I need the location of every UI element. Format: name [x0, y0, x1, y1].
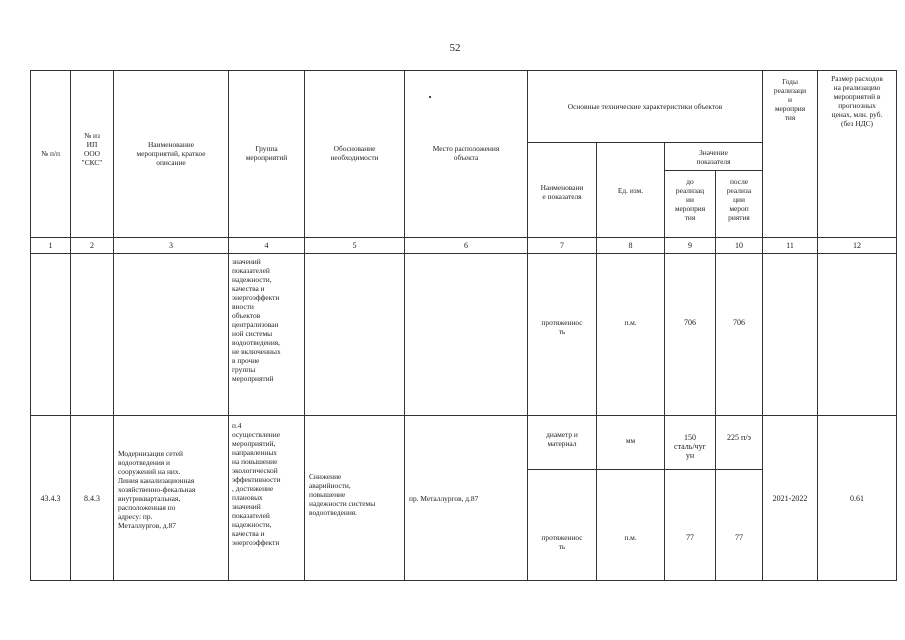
row2-sub2-indicator: протяженнос ть [541, 533, 583, 551]
header-value-group: Значение показателя [696, 148, 731, 166]
table-rule-row1-bottom [30, 415, 897, 416]
col-sep-7 [596, 142, 597, 580]
header-col-justification: Обоснование необходимости [330, 144, 379, 162]
row2-location: пр. Металлургов, д.87 [409, 494, 479, 503]
col-number: 8 [628, 241, 633, 250]
header-col-ip: № из ИП ООО "СКС" [81, 131, 103, 167]
header-col-years: Годы реализаци и мероприя тия [773, 77, 807, 122]
row1-group-text: значений показателей надежности, качества и энергоэффекти вности объектов централизован ной системы водоотведения, не включенных в прочие группы мероприятий [232, 257, 281, 383]
row1-indicator: протяженнос ть [541, 318, 583, 336]
row1-unit: п.м. [624, 318, 637, 327]
row2-sub1-after: 225 п/э [727, 433, 751, 442]
col-number: 9 [688, 241, 692, 250]
row2-justification: Снижение аварийности, повышение надежности системы водоотведения. [309, 472, 376, 517]
table-border-bottom [30, 580, 897, 581]
row2-years: 2021-2022 [772, 494, 808, 503]
page-number: 52 [449, 42, 461, 54]
table-rule-subheader [527, 142, 762, 143]
header-col-indicator: Наименовани е показателя [540, 183, 584, 201]
header-tech-group: Основные технические характеристики объектов [567, 102, 723, 111]
col-sep-9 [715, 170, 716, 580]
row2-sub1-before: 150 сталь/чуг ун [674, 433, 706, 460]
table-rule-colnums-bottom [30, 253, 897, 254]
row2-name: Модернизация сетей водоотведения и сооружений на них. Линия канализационная хозяйственно-фекальная внутриквартальная, расположенная по адресу: пр. Металлургов, д.87 [118, 449, 196, 530]
row2-num: 43.4.3 [40, 494, 61, 503]
row2-sub1-unit: мм [625, 436, 636, 445]
scan-dot [429, 96, 431, 98]
col-number: 5 [352, 241, 357, 250]
col-number: 1 [48, 241, 53, 250]
header-col-name: Наименование мероприятий, краткое описание [136, 140, 206, 167]
col-number: 10 [735, 241, 743, 250]
row2-sub2-unit: п.м. [624, 533, 637, 542]
col-number: 4 [264, 241, 269, 250]
row2-cost: 0.61 [850, 494, 864, 503]
table-rule-subrow [527, 469, 762, 470]
header-col-unit: Ед. изм. [617, 186, 644, 195]
table-border-left [30, 70, 31, 580]
col-sep-10 [762, 70, 763, 580]
row2-ip-num: 8.4.3 [84, 494, 100, 503]
row2-sub1-indicator: диаметр и материал [546, 430, 578, 448]
table-border-top [30, 70, 897, 71]
table-border-right [896, 70, 897, 580]
col-number: 3 [169, 241, 173, 250]
table-rule-header-bottom [30, 237, 897, 238]
col-number: 2 [90, 241, 94, 250]
col-number: 7 [560, 241, 564, 250]
row1-before-value: 706 [684, 318, 696, 327]
col-number: 11 [786, 241, 794, 250]
header-col-after: после реализа ции мероп риятия [726, 177, 752, 222]
header-col-group: Группа мероприятий [245, 144, 288, 162]
header-col-location: Место расположения объекта [432, 144, 500, 162]
col-number: 6 [464, 241, 468, 250]
row1-after-value: 706 [733, 318, 745, 327]
row2-group-text: п.4 осуществление мероприятий, направленных на повышение экологической эффективности , достижение плановых значений показателей надежности, качества и энергоэффекти [232, 421, 281, 547]
row2-sub2-before: 77 [686, 533, 694, 542]
row2-sub2-after: 77 [735, 533, 743, 542]
col-sep-11 [817, 70, 818, 580]
header-col-num: № п/п [41, 149, 60, 158]
table-rule-value-group [664, 170, 762, 171]
header-col-before: до реализац ии мероприя тия [674, 177, 706, 222]
col-number: 12 [853, 241, 861, 250]
header-col-cost: Размер расходов на реализацию мероприятий в прогнозных ценах, млн. руб. (без НДС) [831, 74, 883, 128]
